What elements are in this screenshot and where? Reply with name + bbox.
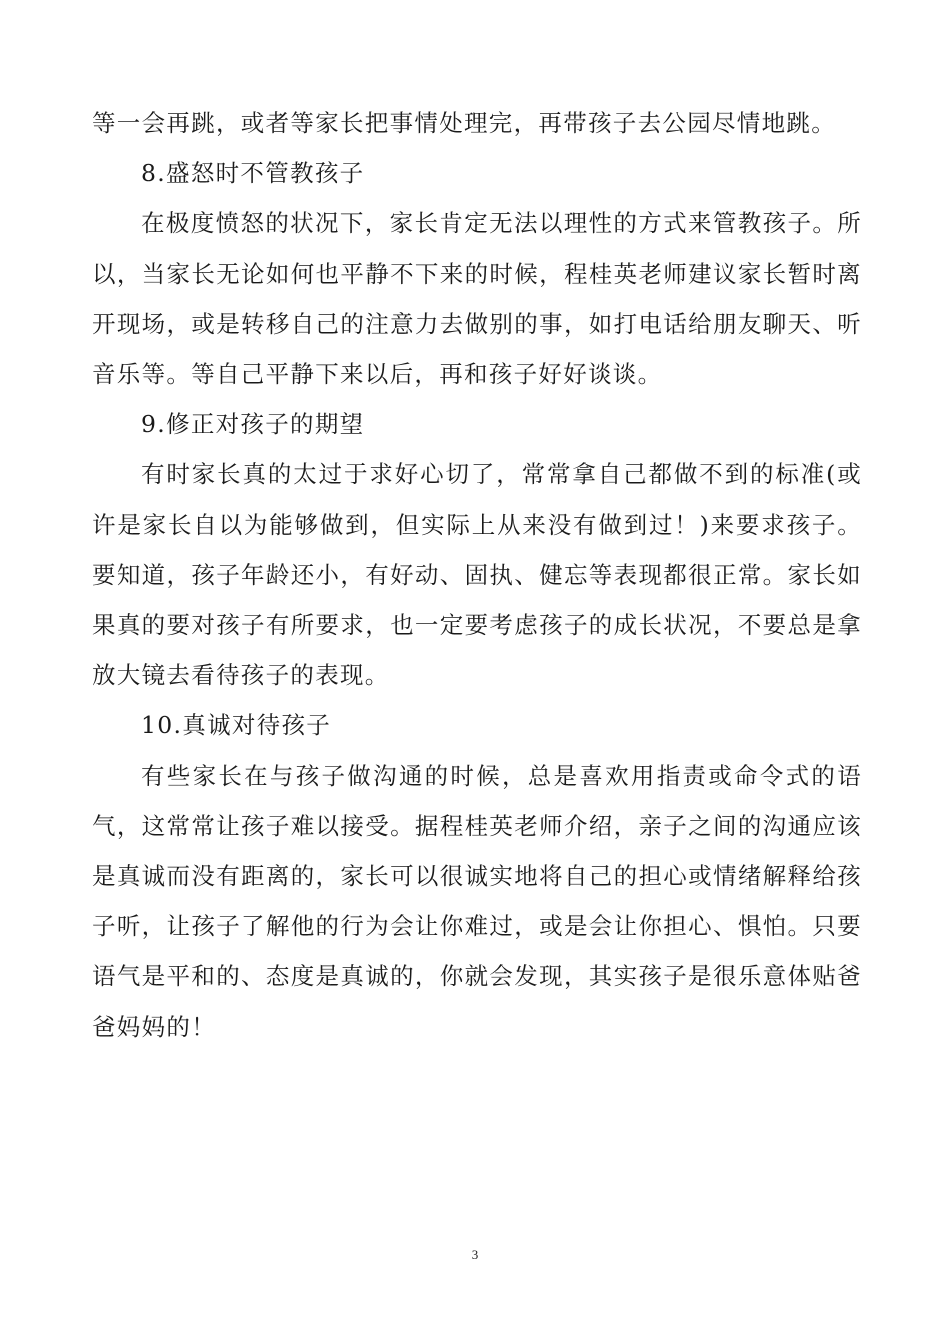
paragraph-section-10: 有些家长在与孩子做沟通的时候，总是喜欢用指责或命令式的语气，这常常让孩子难以接受。据程桂英老师介绍，亲子之间的沟通应该是真诚而没有距离的，家长可以很诚实地将自己的担心或情绪解释给孩子听，让孩子了解他的行为会让你难过，或是会让你担心、惧怕。只要语气是平和的、态度是真诚的，你就会发现，其实孩子是很乐意体贴爸爸妈妈的！ — [92, 761, 862, 1041]
page-number: 3 — [471, 1247, 479, 1262]
section-heading-8: 8.盛怒时不管教孩子 — [141, 159, 365, 188]
paragraph-section-9: 有时家长真的太过于求好心切了，常常拿自己都做不到的标准(或许是家长自以为能够做到，但实际上从来没有做到过！)来要求孩子。要知道，孩子年龄还小，有好动、固执、健忘等表现都很正常。家长如果真的要对孩子有所要求，也一定要考虑孩子的成长状况，不要总是拿放大镜去看待孩子的表现。 — [92, 460, 862, 690]
section-heading-9: 9.修正对孩子的期望 — [141, 410, 365, 439]
document-body — [92, 98, 862, 1052]
section-heading-10: 10.真诚对待孩子 — [141, 711, 332, 740]
paragraph-continuation: 等一会再跳，或者等家长把事情处理完，再带孩子去公园尽情地跳。 — [92, 109, 836, 137]
paragraph-section-8: 在极度愤怒的状况下，家长肯定无法以理性的方式来管教孩子。所以，当家长无论如何也平静不下来的时候，程桂英老师建议家长暂时离开现场，或是转移自己的注意力去做别的事，如打电话给朋友聊天、听音乐等。等自己平静下来以后，再和孩子好好谈谈。 — [92, 209, 862, 389]
